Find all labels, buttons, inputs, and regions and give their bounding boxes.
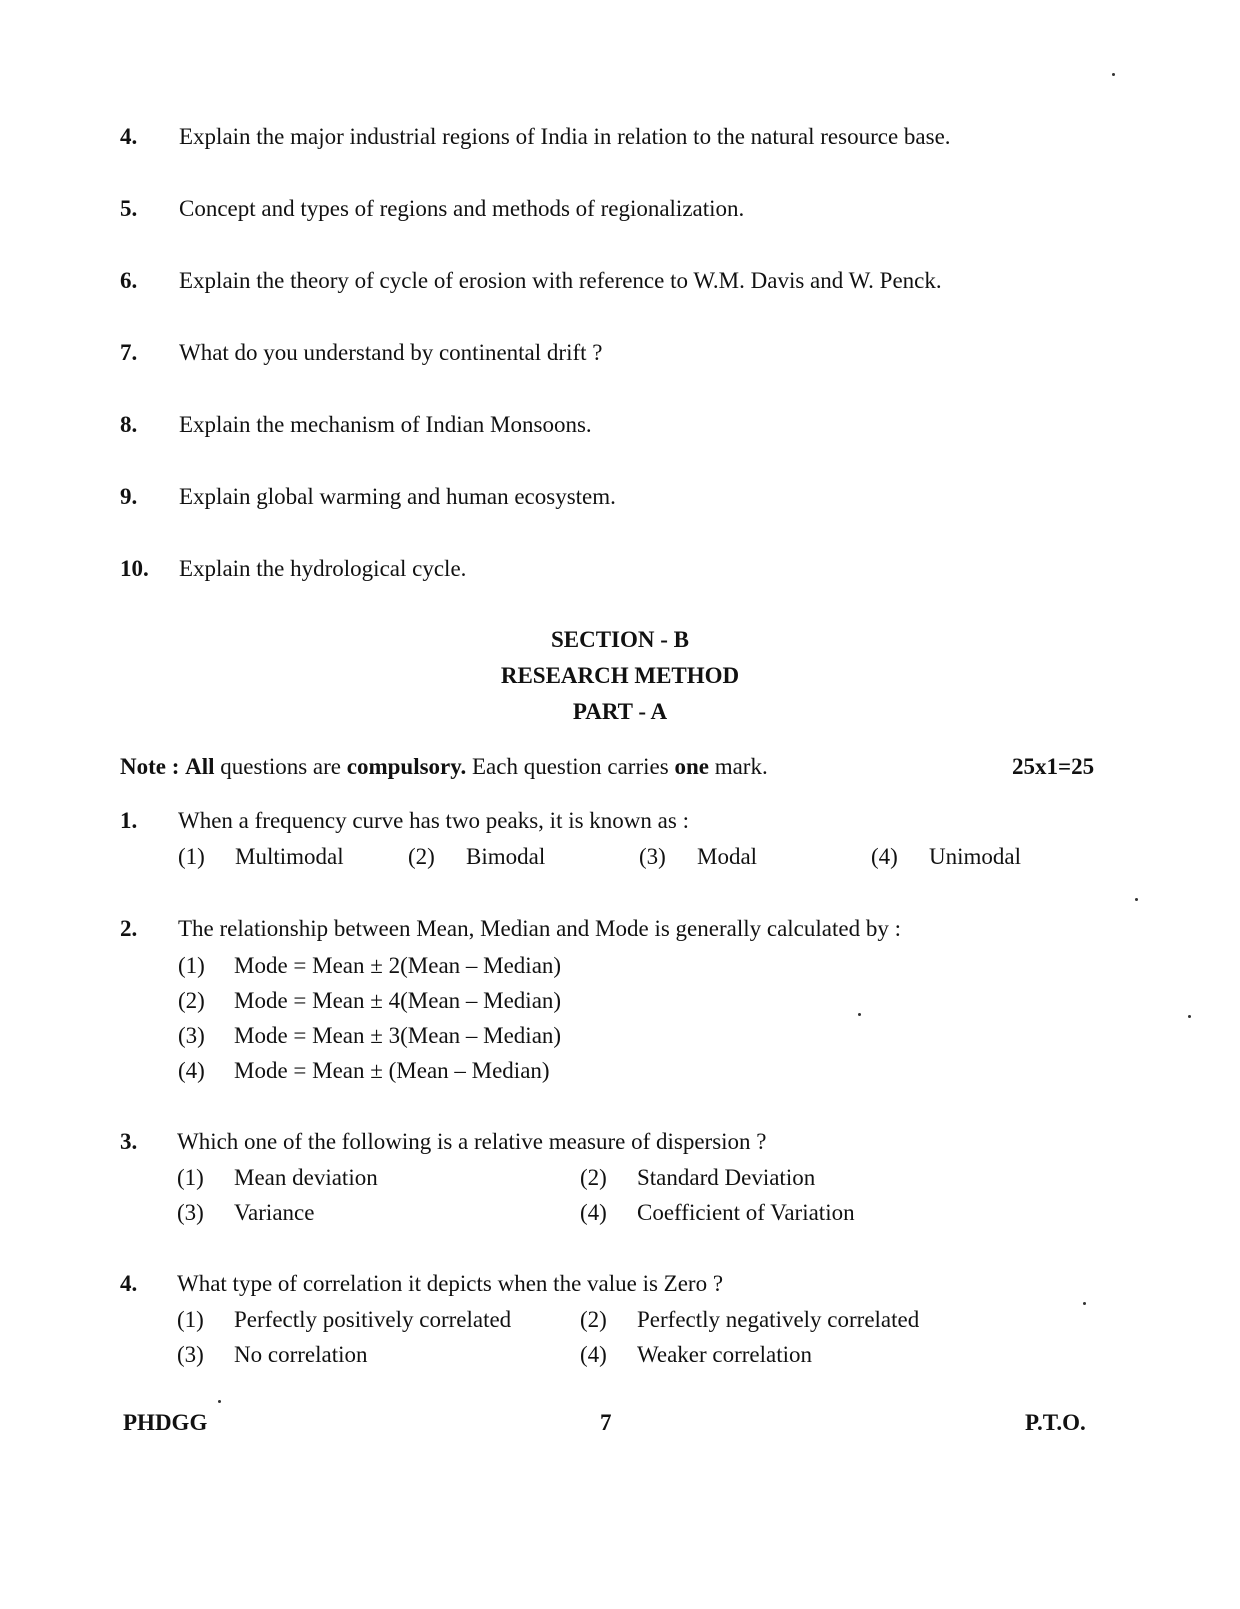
- question-text: When a frequency curve has two peaks, it is known as :: [178, 808, 689, 833]
- scan-speck: [1083, 1302, 1086, 1305]
- question-number: 1.: [120, 808, 138, 833]
- option-label: (1): [177, 1165, 204, 1190]
- question-text: What do you understand by continental drift ?: [179, 340, 603, 365]
- option-label: (2): [408, 844, 435, 869]
- question-text: Explain global warming and human ecosystem.: [179, 484, 616, 509]
- question-text: Explain the theory of cycle of erosion with reference to W.M. Davis and W. Penck.: [179, 268, 942, 293]
- question-number: 3.: [120, 1129, 138, 1154]
- question-text: The relationship between Mean, Median and Mode is generally calculated by :: [178, 916, 901, 941]
- option-text: Mode = Mean ± 4(Mean – Median): [234, 988, 562, 1013]
- note-compulsory: compulsory.: [346, 754, 467, 779]
- question-number: 8.: [120, 412, 138, 437]
- option-text: Variance: [234, 1200, 315, 1225]
- option-label: (1): [178, 844, 205, 869]
- scan-speck: [1112, 73, 1115, 76]
- option-text: Weaker correlation: [637, 1342, 813, 1367]
- instructions-note: [120, 754, 768, 780]
- part-title: PART - A: [572, 699, 668, 724]
- option-label: (4): [871, 844, 898, 869]
- question-text: Explain the hydrological cycle.: [179, 556, 467, 581]
- note-text: questions are: [220, 754, 341, 779]
- option-label: (4): [178, 1058, 205, 1083]
- scan-speck: [1135, 898, 1138, 901]
- option-text: Standard Deviation: [637, 1165, 816, 1190]
- option-label: (3): [178, 1023, 205, 1048]
- option-text: Coefficient of Variation: [637, 1200, 855, 1225]
- option-label: (4): [580, 1200, 607, 1225]
- option-text: Bimodal: [466, 844, 546, 869]
- note-all: All: [185, 754, 215, 779]
- option-text: Perfectly negatively correlated: [637, 1307, 920, 1332]
- note-label: Note :: [120, 754, 180, 779]
- option-label: (2): [178, 988, 205, 1013]
- question-text: Concept and types of regions and methods of regionalization.: [179, 196, 745, 221]
- question-text: Explain the major industrial regions of India in relation to the natural resource base.: [179, 124, 951, 149]
- option-text: Mode = Mean ± (Mean – Median): [234, 1058, 550, 1083]
- page-number: 7: [600, 1410, 612, 1435]
- scan-speck: [858, 1013, 861, 1016]
- question-text: Which one of the following is a relative measure of dispersion ?: [177, 1129, 767, 1154]
- option-text: Mode = Mean ± 3(Mean – Median): [234, 1023, 562, 1048]
- paper-code: PHDGG: [123, 1410, 208, 1435]
- question-number: 5.: [120, 196, 138, 221]
- option-label: (3): [177, 1342, 204, 1367]
- question-number: 4.: [120, 124, 138, 149]
- option-text: Modal: [697, 844, 758, 869]
- option-label: (2): [580, 1165, 607, 1190]
- option-label: (4): [580, 1342, 607, 1367]
- question-number: 9.: [120, 484, 138, 509]
- option-label: (3): [177, 1200, 204, 1225]
- scan-speck: [1188, 1015, 1191, 1018]
- question-number: 4.: [120, 1271, 138, 1296]
- section-title: SECTION - B: [550, 627, 690, 652]
- note-text: Each question carries: [471, 754, 669, 779]
- question-number: 2.: [120, 916, 138, 941]
- question-number: 10.: [120, 556, 149, 581]
- option-text: No correlation: [234, 1342, 368, 1367]
- pto-label: P.T.O.: [1025, 1410, 1086, 1435]
- option-label: (3): [639, 844, 666, 869]
- question-number: 7.: [120, 340, 138, 365]
- question-text: What type of correlation it depicts when the value is Zero ?: [177, 1271, 724, 1296]
- question-number: 6.: [120, 268, 138, 293]
- option-text: Mean deviation: [234, 1165, 378, 1190]
- option-text: Unimodal: [929, 844, 1021, 869]
- option-label: (1): [178, 953, 205, 978]
- option-label: (1): [177, 1307, 204, 1332]
- subject-title: RESEARCH METHOD: [500, 663, 740, 688]
- question-text: Explain the mechanism of Indian Monsoons.: [179, 412, 592, 437]
- note-text: mark.: [714, 754, 768, 779]
- option-text: Mode = Mean ± 2(Mean – Median): [234, 953, 562, 978]
- scan-speck: [218, 1400, 221, 1403]
- option-label: (2): [580, 1307, 607, 1332]
- option-text: Perfectly positively correlated: [234, 1307, 512, 1332]
- note-one: one: [674, 754, 709, 779]
- marks-allocation: 25x1=25: [1012, 754, 1095, 779]
- option-text: Multimodal: [235, 844, 344, 869]
